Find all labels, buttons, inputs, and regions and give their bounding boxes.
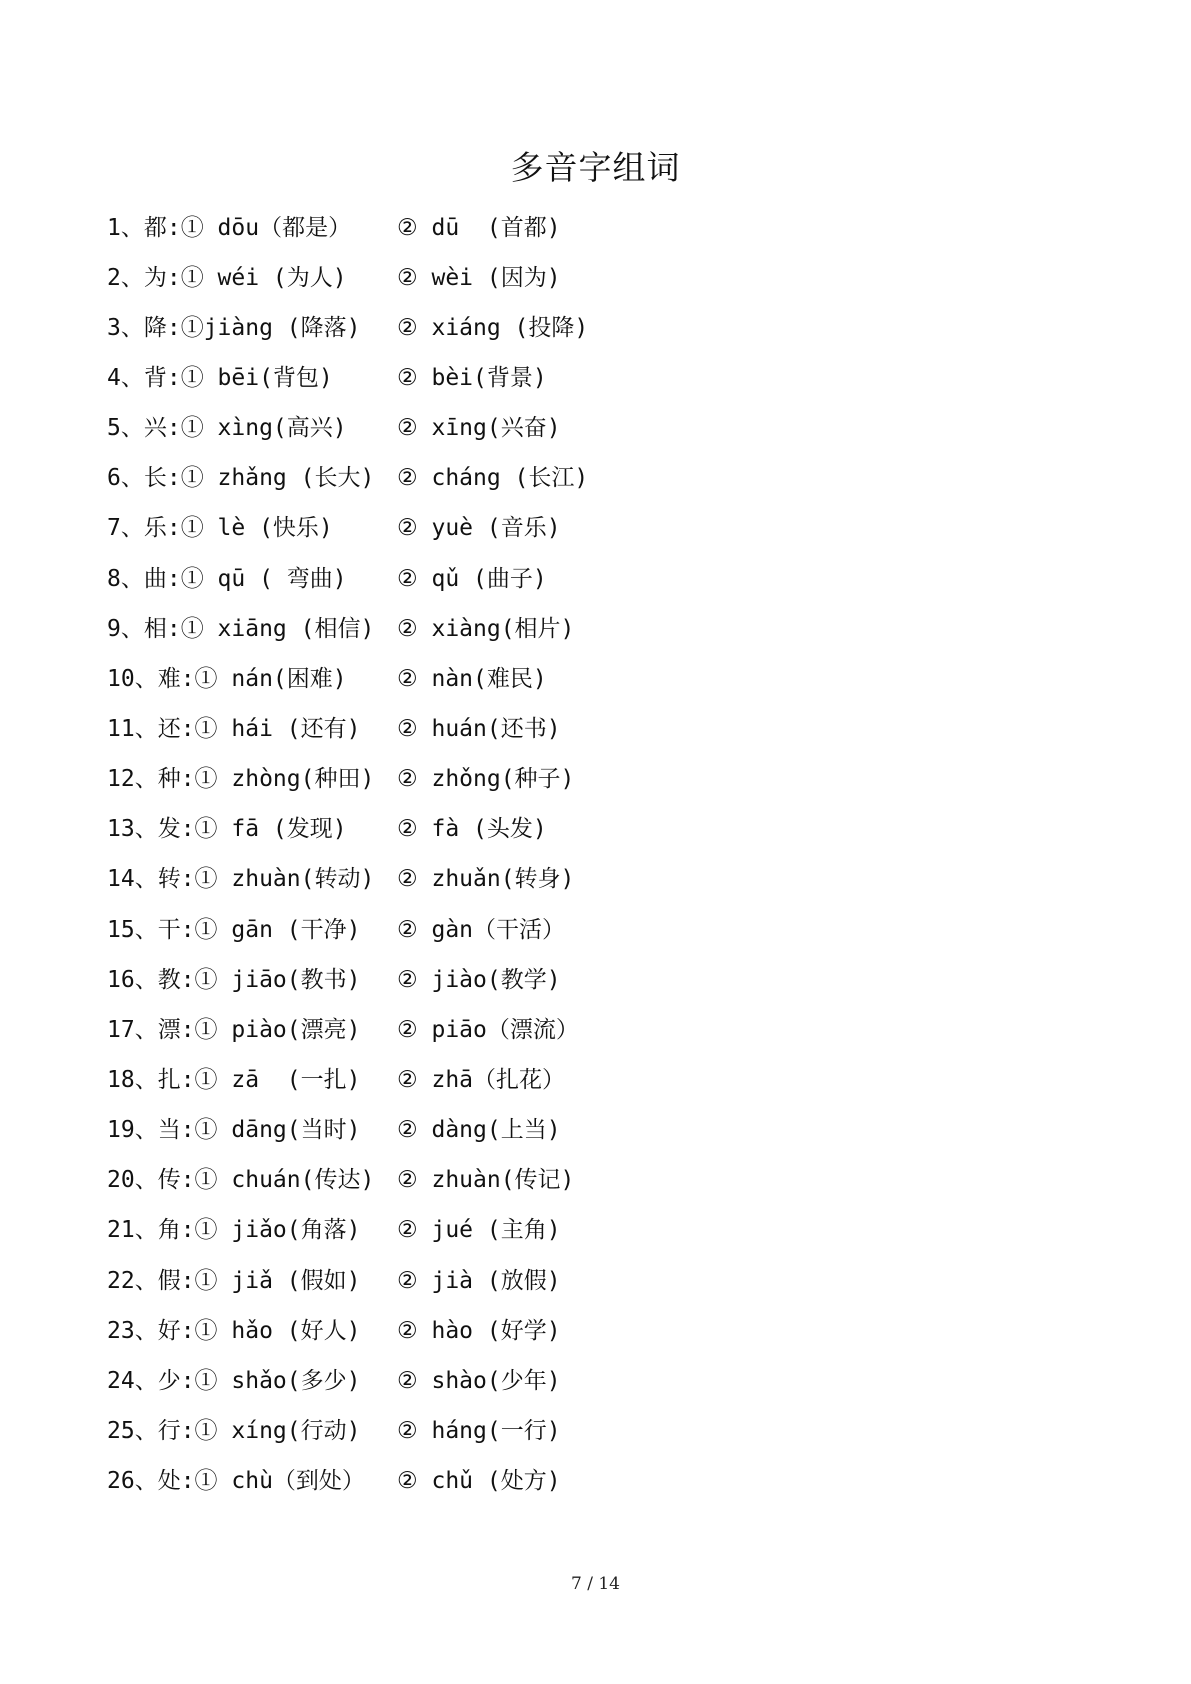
reading-two: ② fà (头发) xyxy=(397,816,547,843)
list-item xyxy=(107,401,588,451)
list-item xyxy=(107,551,588,601)
list-item xyxy=(107,1203,588,1253)
reading-one: 14、转:① zhuàn(转动) xyxy=(107,866,375,893)
reading-one: 10、难:① nán(困难) xyxy=(107,665,347,692)
reading-two: ② zhā（扎花） xyxy=(397,1066,566,1093)
reading-one: 5、兴:① xìng(高兴) xyxy=(107,415,347,442)
reading-one: 12、种:① zhòng(种田) xyxy=(107,766,375,793)
reading-two: ② chǔ (处方) xyxy=(397,1468,561,1495)
reading-two: ② dàng(上当) xyxy=(397,1117,561,1144)
list-item xyxy=(107,1002,588,1052)
reading-two: ② jiào(教学) xyxy=(397,966,561,993)
reading-one: 22、假:① jiǎ (假如) xyxy=(107,1267,361,1294)
reading-two: ② qǔ (曲子) xyxy=(397,565,547,592)
reading-one: 3、降:①jiàng (降落) xyxy=(107,314,361,341)
reading-two: ② gàn（干活） xyxy=(397,916,566,943)
reading-one: 2、为:① wéi (为人) xyxy=(107,264,347,291)
list-item xyxy=(107,1253,588,1303)
list-item xyxy=(107,601,588,651)
list-item xyxy=(107,1052,588,1102)
list-item xyxy=(107,852,588,902)
reading-two: ② nàn(难民) xyxy=(397,665,547,692)
list-item xyxy=(107,200,588,250)
reading-two: ② wèi (因为) xyxy=(397,264,561,291)
reading-one: 13、发:① fā (发现) xyxy=(107,816,347,843)
reading-two: ② dū (首都) xyxy=(397,214,561,241)
list-item xyxy=(107,451,588,501)
reading-one: 20、传:① chuán(传达) xyxy=(107,1167,375,1194)
list-item xyxy=(107,250,588,300)
reading-two: ② huán(还书) xyxy=(397,715,561,742)
list-item xyxy=(107,701,588,751)
reading-two: ② jià (放假) xyxy=(397,1267,561,1294)
reading-one: 16、教:① jiāo(教书) xyxy=(107,966,361,993)
list-item xyxy=(107,952,588,1002)
reading-two: ② yuè (音乐) xyxy=(397,515,561,542)
page-number: 7 / 14 xyxy=(571,1574,620,1594)
list-item xyxy=(107,802,588,852)
reading-one: 15、干:① gān (干净) xyxy=(107,916,361,943)
list-item xyxy=(107,350,588,400)
reading-two: ② jué (主角) xyxy=(397,1217,561,1244)
reading-two: ② shào(少年) xyxy=(397,1367,561,1394)
reading-one: 9、相:① xiāng (相信) xyxy=(107,615,375,642)
reading-two: ② háng(一行) xyxy=(397,1417,561,1444)
list-item xyxy=(107,1454,588,1504)
reading-one: 7、乐:① lè (快乐) xyxy=(107,515,333,542)
list-item xyxy=(107,1303,588,1353)
list-item xyxy=(107,300,588,350)
reading-two: ② xīng(兴奋) xyxy=(397,415,561,442)
reading-one: 17、漂:① piào(漂亮) xyxy=(107,1016,361,1043)
list-item xyxy=(107,902,588,952)
reading-two: ② zhuǎn(转身) xyxy=(397,866,575,893)
list-item xyxy=(107,651,588,701)
reading-two: ② hào (好学) xyxy=(397,1317,561,1344)
reading-one: 4、背:① bēi(背包) xyxy=(107,364,333,391)
reading-one: 6、长:① zhǎng (长大) xyxy=(107,465,375,492)
reading-one: 21、角:① jiǎo(角落) xyxy=(107,1217,361,1244)
reading-one: 8、曲:① qū ( 弯曲) xyxy=(107,565,347,592)
reading-two: ② zhǒng(种子) xyxy=(397,766,575,793)
reading-two: ② xiáng (投降) xyxy=(397,314,589,341)
reading-one: 18、扎:① zā (一扎) xyxy=(107,1066,361,1093)
list-item xyxy=(107,1103,588,1153)
reading-two: ② bèi(背景) xyxy=(397,364,547,391)
reading-two: ② piāo（漂流） xyxy=(397,1016,579,1043)
reading-one: 19、当:① dāng(当时) xyxy=(107,1117,361,1144)
reading-two: ② cháng (长江) xyxy=(397,465,589,492)
list-item xyxy=(107,1353,588,1403)
reading-one: 25、行:① xíng(行动) xyxy=(107,1417,361,1444)
reading-one: 1、都:① dōu（都是） xyxy=(107,214,352,241)
reading-one: 23、好:① hǎo (好人) xyxy=(107,1317,361,1344)
page-title: 多音字组词 xyxy=(510,148,681,187)
list-item xyxy=(107,1403,588,1453)
reading-two: ② xiàng(相片) xyxy=(397,615,575,642)
reading-two: ② zhuàn(传记) xyxy=(397,1167,575,1194)
list-item xyxy=(107,752,588,802)
reading-one: 24、少:① shǎo(多少) xyxy=(107,1367,361,1394)
reading-one: 26、处:① chù（到处） xyxy=(107,1468,365,1495)
list-item xyxy=(107,501,588,551)
list-item xyxy=(107,1153,588,1203)
reading-one: 11、还:① hái (还有) xyxy=(107,715,361,742)
polyphone-list xyxy=(107,200,588,1504)
